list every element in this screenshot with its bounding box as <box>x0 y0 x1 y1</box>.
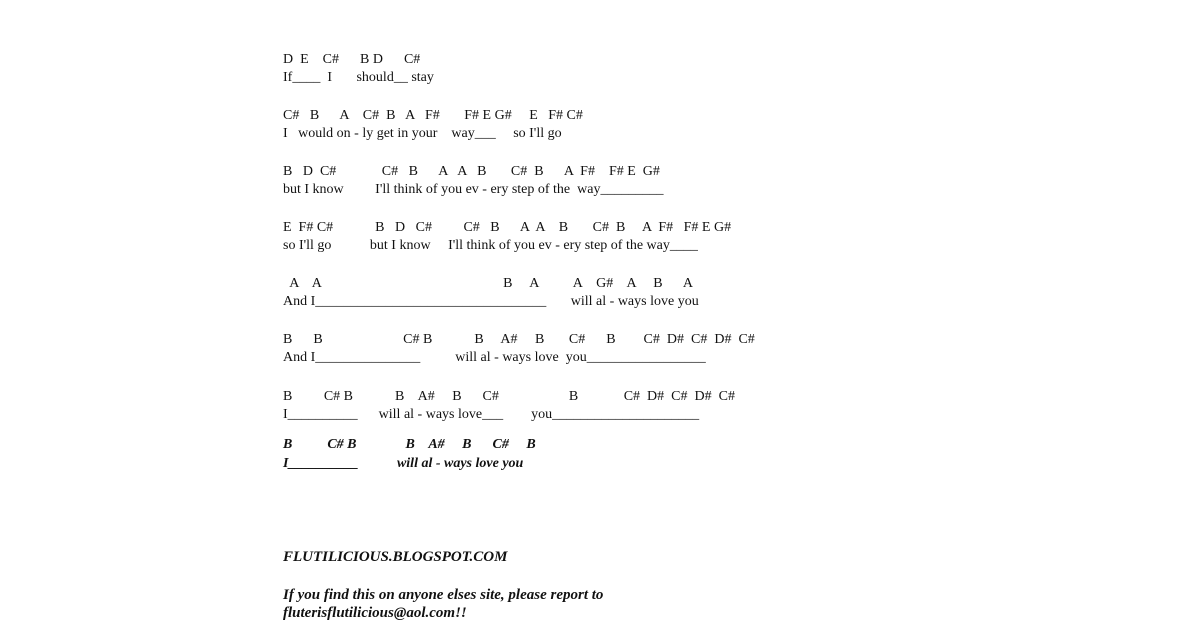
chord-line-7: B C# B B A# B C# B C# D# C# D# C# <box>283 389 735 404</box>
lyric-line-7: I__________ will al - ways love___ you_____________________ <box>283 407 700 422</box>
report-notice-line-1: If you find this on anyone elses site, please report to <box>283 587 604 603</box>
lyric-line-5: And I_________________________________ will al - ways love you <box>283 294 699 309</box>
chord-line-3: B D C# C# B A A B C# B A F# F# E G# <box>283 164 660 179</box>
report-notice-line-2: fluterisflutilicious@aol.com!! <box>283 605 467 621</box>
lyric-line-2: I would on - ly get in your way___ so I'll go <box>283 126 562 141</box>
chord-line-5: A A B A A G# A B A <box>283 276 693 291</box>
chord-line-4: E F# C# B D C# C# B A A B C# B A F# F# E G# <box>283 220 732 235</box>
chord-line-6: B B C# B B A# B C# B C# D# C# D# C# <box>283 332 755 347</box>
lyric-line-6: And I_______________ will al - ways love you_________________ <box>283 350 706 365</box>
lyric-line-8: I__________ will al - ways love you <box>283 456 524 471</box>
lyric-line-1: If____ I should__ stay <box>283 70 434 85</box>
chord-line-2: C# B A C# B A F# F# E G# E F# C# <box>283 108 583 123</box>
lyric-line-3: but I know I'll think of you ev - ery step of the way_________ <box>283 182 664 197</box>
blog-site-name: FLUTILICIOUS.BLOGSPOT.COM <box>283 549 508 565</box>
chord-line-8: B C# B B A# B C# B <box>283 437 536 452</box>
lyric-line-4: so I'll go but I know I'll think of you ev - ery step of the way____ <box>283 238 698 253</box>
chord-line-1: D E C# B D C# <box>283 52 421 67</box>
